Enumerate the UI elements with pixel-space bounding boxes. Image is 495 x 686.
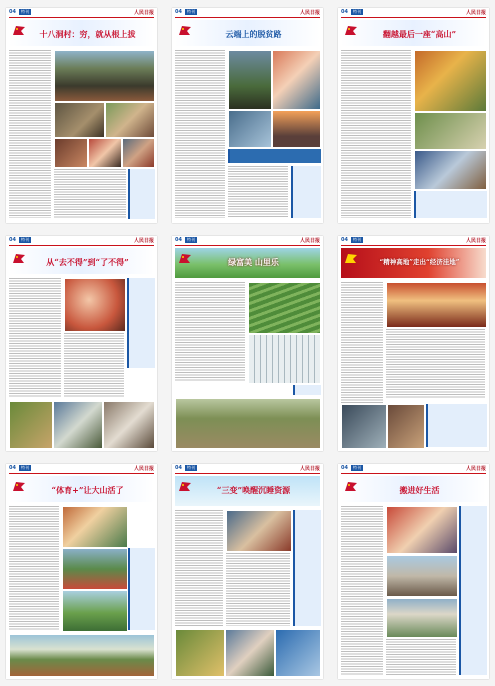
sidebar-box — [128, 169, 155, 219]
section-label: 特刊 — [352, 465, 361, 470]
headline-banner — [9, 20, 154, 46]
body-text — [9, 278, 61, 398]
headline: 从“去不得”到“了不得” — [46, 257, 129, 267]
photo-villagers — [105, 102, 155, 138]
page-header — [338, 8, 489, 16]
headline-banner — [341, 20, 486, 46]
section-label: 特刊 — [186, 9, 195, 14]
masthead: 人民日报 — [299, 237, 320, 244]
photo-new-homes — [386, 555, 458, 597]
masthead: 人民日报 — [299, 9, 320, 16]
header-rule — [341, 17, 486, 18]
body-text — [386, 639, 456, 675]
photo-performance — [386, 282, 487, 328]
headline: “三变”唤醒沉睡资源 — [216, 485, 291, 495]
body-text — [341, 50, 411, 218]
newspaper-page-2 — [172, 8, 323, 223]
body-text — [341, 506, 383, 675]
photo-greenhouses — [248, 334, 321, 384]
photo-field — [414, 112, 487, 150]
photo-cable-way — [228, 50, 272, 110]
photo-group — [122, 138, 155, 168]
section-label: 特刊 — [20, 237, 29, 242]
masthead: 人民日报 — [133, 237, 154, 244]
header-rule — [9, 473, 154, 474]
page-header — [6, 8, 157, 16]
page-number: 04 — [341, 237, 348, 243]
newspaper-page-7 — [6, 464, 157, 679]
photo-market — [275, 629, 321, 677]
section-label: 特刊 — [20, 465, 29, 470]
headline-banner — [175, 476, 320, 506]
headline: 十八洞村：穷，就从根上拔 — [39, 29, 136, 39]
newspaper-page-5 — [172, 236, 323, 451]
sidebar-box — [128, 548, 155, 630]
headline: 翻越最后一座“高山” — [382, 29, 457, 39]
masthead: 人民日报 — [299, 465, 320, 472]
headline-banner — [341, 476, 486, 502]
body-text — [228, 166, 288, 218]
photo-sunset — [272, 110, 321, 148]
sidebar-box — [414, 191, 487, 218]
section-label: 特刊 — [186, 465, 195, 470]
sidebar-box — [459, 506, 487, 675]
photo-cooking — [54, 102, 105, 138]
sidebar-box — [293, 510, 321, 626]
photo-resettlement-area — [386, 598, 458, 638]
sidebar-box — [426, 404, 487, 447]
photo-weaving — [54, 138, 88, 168]
page-number: 04 — [175, 9, 182, 15]
header-rule — [175, 245, 320, 246]
photo-craftsman — [341, 404, 387, 449]
photo-villagers-smiling — [64, 278, 126, 332]
page-number: 04 — [175, 465, 182, 471]
photo-portrait — [88, 138, 122, 168]
header-rule — [175, 473, 320, 474]
page-header — [172, 236, 323, 244]
headline-banner — [9, 476, 154, 502]
photo-workshop — [387, 404, 425, 449]
page-header — [338, 236, 489, 244]
page-number: 04 — [175, 237, 182, 243]
body-text — [386, 329, 485, 399]
masthead: 人民日报 — [133, 465, 154, 472]
sidebar-box — [293, 385, 321, 395]
headline-banner — [341, 248, 486, 278]
headline-banner — [175, 20, 320, 46]
masthead: 人民日报 — [133, 9, 154, 16]
sidebar-box — [127, 278, 155, 368]
body-text — [54, 169, 126, 219]
newspaper-page-9 — [338, 464, 489, 679]
photo-farmer — [414, 150, 487, 190]
photo-stadium — [62, 590, 128, 632]
body-text — [226, 553, 290, 626]
page-header — [6, 236, 157, 244]
photo-children — [272, 50, 321, 110]
page-header — [338, 464, 489, 472]
headline: “精神高地”走出“经济洼地” — [379, 258, 460, 266]
header-rule — [175, 17, 320, 18]
sidebar-box — [291, 166, 321, 218]
info-box — [228, 149, 321, 163]
headline-banner — [9, 248, 154, 274]
newspaper-page-6 — [338, 236, 489, 451]
header-rule — [9, 245, 154, 246]
page-header — [172, 464, 323, 472]
body-text — [64, 333, 124, 398]
headline: 绿富美 山里乐 — [228, 257, 279, 267]
masthead: 人民日报 — [465, 9, 486, 16]
newspaper-page-3 — [338, 8, 489, 223]
photo-students — [228, 110, 272, 148]
page-number: 04 — [9, 237, 16, 243]
masthead: 人民日报 — [465, 237, 486, 244]
photo-harvest — [414, 50, 487, 112]
headline: “体育+”让大山活了 — [51, 485, 124, 495]
photo-workers-field — [175, 398, 321, 449]
photo-elderly-couple — [386, 506, 458, 554]
headline: 云端上的脱贫路 — [225, 29, 282, 39]
photo-orchard — [9, 401, 53, 449]
photo-boats — [53, 401, 103, 449]
body-text — [175, 282, 245, 382]
header-rule — [341, 245, 486, 246]
photo-village-houses — [54, 50, 155, 102]
headline-banner — [175, 248, 320, 278]
headline: 搬进好生活 — [399, 485, 440, 495]
photo-worker — [225, 629, 275, 677]
body-text — [9, 50, 51, 218]
page-number: 04 — [341, 465, 348, 471]
section-label: 特刊 — [352, 9, 361, 14]
newspaper-page-8 — [172, 464, 323, 679]
photo-tea-terraces — [248, 282, 321, 334]
page-number: 04 — [341, 9, 348, 15]
photo-produce — [175, 629, 225, 677]
body-text — [175, 50, 225, 218]
section-label: 特刊 — [186, 237, 195, 242]
photo-meeting — [226, 510, 292, 552]
photo-mountain-town — [9, 634, 155, 677]
header-rule — [9, 17, 154, 18]
page-number: 04 — [9, 465, 16, 471]
page-header — [172, 8, 323, 16]
page-header — [6, 464, 157, 472]
photo-running-track — [62, 548, 128, 590]
newspaper-page-4 — [6, 236, 157, 451]
section-label: 特刊 — [352, 237, 361, 242]
page-number: 04 — [9, 9, 16, 15]
header-rule — [341, 473, 486, 474]
body-text — [175, 510, 223, 626]
newspaper-page-1 — [6, 8, 157, 223]
masthead: 人民日报 — [465, 465, 486, 472]
body-text — [9, 506, 59, 631]
photo-sports-venue — [62, 506, 128, 548]
photo-greenhouse — [103, 401, 155, 449]
section-label: 特刊 — [20, 9, 29, 14]
